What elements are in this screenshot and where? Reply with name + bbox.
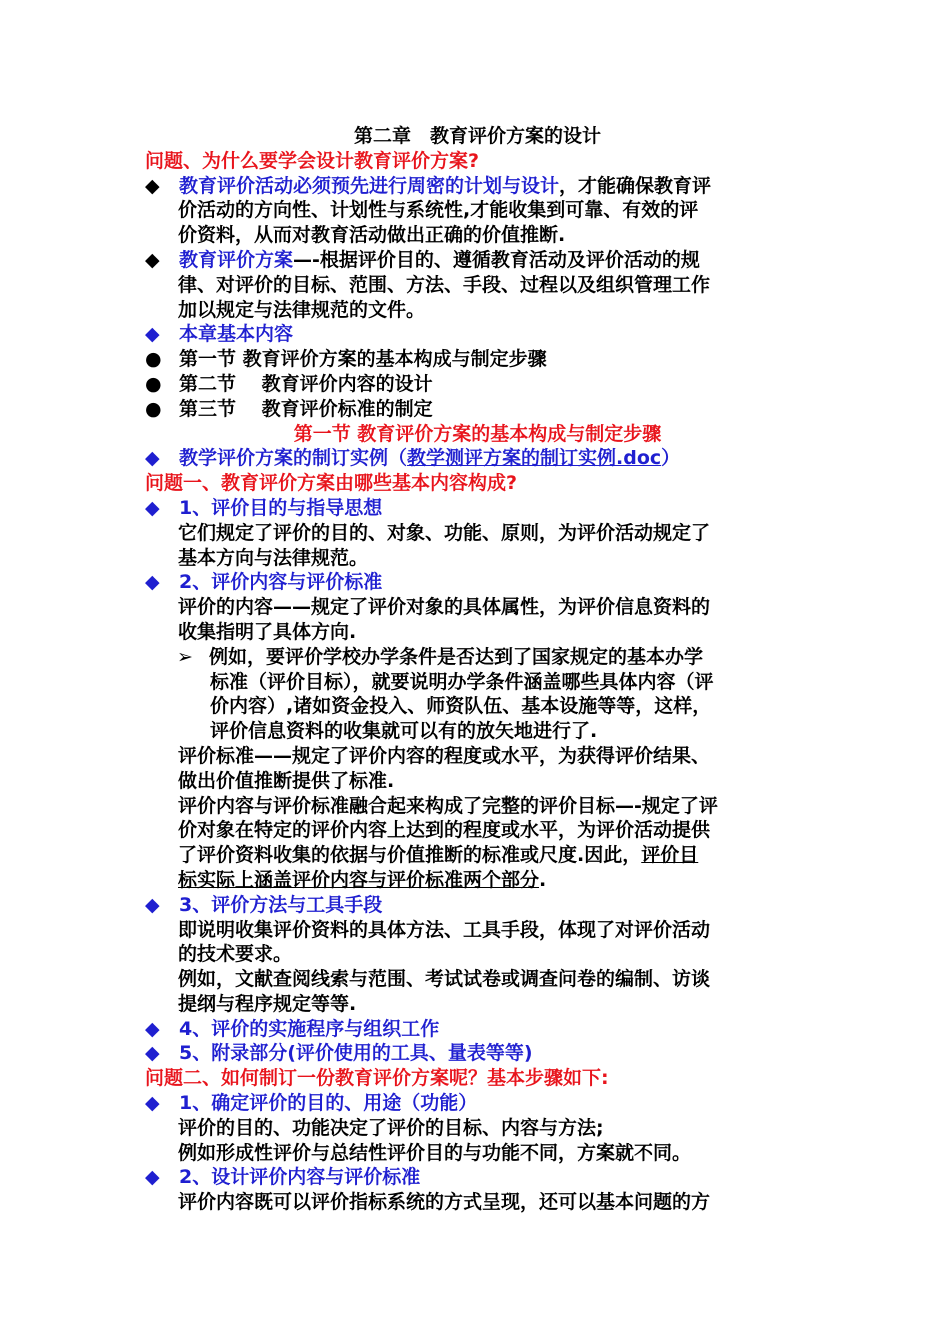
section-heading-text: 5、附录部分(评价使用的工具、量表等等): [179, 1042, 533, 1065]
paragraph-continuation: 价资料，从而对教育活动做出正确的价值推断.: [178, 224, 566, 247]
diamond-bullet-icon: ◆: [145, 1092, 160, 1115]
paragraph-text: 例如，文献查阅线索与范围、考试试卷或调查问卷的编制、访谈: [178, 968, 711, 991]
dot-bullet-icon: ●: [145, 372, 162, 395]
document-page: [145, 124, 810, 1215]
section-heading-text: 本章基本内容: [179, 323, 294, 346]
toc-item: [145, 372, 810, 397]
section-heading: [145, 1165, 810, 1190]
example-text: 价内容）,诸如资金投入、师资队伍、基本设施等等，这样，: [210, 695, 712, 718]
diamond-bullet-icon: ◆: [145, 1166, 160, 1189]
paragraph-text: 即说明收集评价资料的具体方法、工具手段，体现了对评价活动: [178, 918, 711, 941]
example-text: 标准（评价目标），就要说明办学条件涵盖哪些具体内容（评: [210, 670, 714, 693]
underlined-text: 评价目: [641, 844, 699, 867]
toc-item: [145, 347, 810, 372]
text-line: [145, 645, 810, 670]
paragraph-text: 了评价资料收集的依据与价值推断的标准或尺度.因此，: [178, 844, 642, 867]
paragraph-text: 的技术要求。: [178, 943, 293, 966]
paragraph-text: 基本方向与法律规范。: [178, 546, 369, 569]
toc-item-text: 第二节 教育评价内容的设计: [179, 372, 433, 395]
section-heading: [145, 1091, 810, 1116]
paragraph-text: —-根据评价目的、遵循教育活动及评价活动的规: [293, 248, 700, 271]
underlined-text: 标实际上涵盖评价内容与评价标准两个部分: [178, 868, 540, 891]
text-line: [145, 843, 810, 868]
diamond-bullet-icon: ◆: [145, 447, 160, 470]
text-line: [145, 868, 810, 893]
section-title: 第一节 教育评价方案的基本构成与制定步骤: [293, 422, 662, 445]
question-heading: 问题一、教育评价方案由哪些基本内容构成?: [145, 472, 518, 495]
toc-item: [145, 397, 810, 422]
section-heading-text: 1、确定评价的目的、用途（功能）: [179, 1092, 478, 1115]
section-heading: [145, 570, 810, 595]
diamond-bullet-icon: ◆: [145, 1017, 160, 1040]
diamond-bullet-icon: ◆: [145, 174, 160, 197]
paragraph-text: .: [539, 868, 547, 891]
text-line: [145, 174, 810, 199]
paragraph-text: 提纲与程序规定等等.: [178, 992, 357, 1015]
diamond-bullet-icon: ◆: [145, 496, 160, 519]
section-heading-text: 2、设计评价内容与评价标准: [179, 1166, 421, 1189]
example-text: 例如，要评价学校办学条件是否达到了国家规定的基本办学: [209, 645, 704, 668]
text-line: [145, 446, 810, 471]
diamond-bullet-icon: ◆: [145, 248, 160, 271]
section-heading-text: 教学评价方案的制订实例（: [179, 447, 408, 470]
section-heading: [145, 1017, 810, 1042]
paragraph-text: ，才能确保教育评: [559, 174, 712, 197]
example-text: 评价信息资料的收集就可以有的放矢地进行了.: [210, 720, 598, 743]
section-heading: [145, 893, 810, 918]
paragraph-text: 它们规定了评价的目的、对象、功能、原则，为评价活动规定了: [178, 521, 711, 544]
paragraph-text: 评价的目的、功能决定了评价的目标、内容与方法;: [178, 1116, 604, 1139]
question-heading: 问题、为什么要学会设计教育评价方案?: [145, 149, 480, 172]
chapter-title: 第二章 教育评价方案的设计: [353, 125, 601, 147]
paragraph-text: 收集指明了具体方向.: [178, 620, 357, 643]
diamond-bullet-icon: ◆: [145, 571, 160, 594]
diamond-bullet-icon: ◆: [145, 893, 160, 916]
paragraph-continuation: 价活动的方向性、计划性与系统性,才能收集到可靠、有效的评: [178, 199, 699, 222]
diamond-bullet-icon: ◆: [145, 323, 160, 346]
diamond-bullet-icon: ◆: [145, 1042, 160, 1065]
paragraph-text: 价对象在特定的评价内容上达到的程度或水平，为评价活动提供: [178, 819, 711, 842]
paragraph-text: 评价标准——规定了评价内容的程度或水平，为获得评价结果、: [178, 744, 711, 767]
section-heading-text: ）: [661, 447, 681, 470]
section-heading-text: 1、评价目的与指导思想: [179, 496, 383, 519]
paragraph-continuation: 加以规定与法律规范的文件。: [178, 298, 426, 321]
section-heading-text: 3、评价方法与工具手段: [179, 893, 383, 916]
section-heading: [145, 322, 810, 347]
section-heading: [145, 496, 810, 521]
dot-bullet-icon: ●: [145, 397, 162, 420]
dot-bullet-icon: ●: [145, 348, 162, 371]
section-heading-text: 4、评价的实施程序与组织工作: [179, 1017, 440, 1040]
paragraph-text: 例如形成性评价与总结性评价目的与功能不同，方案就不同。: [178, 1141, 692, 1164]
section-heading: [145, 1041, 810, 1066]
paragraph-text: 评价内容既可以评价指标系统的方式呈现，还可以基本问题的方: [178, 1191, 711, 1214]
section-heading-text: 2、评价内容与评价标准: [179, 571, 383, 594]
arrow-bullet-icon: ➢: [177, 645, 193, 668]
highlight-term: 教育评价活动必须预先进行周密的计划与设计: [179, 174, 560, 197]
paragraph-text: 评价的内容——规定了评价对象的具体属性，为评价信息资料的: [178, 596, 711, 619]
doc-link[interactable]: 教学测评方案的制订实例.doc: [407, 447, 662, 470]
question-heading: 问题二、如何制订一份教育评价方案呢？基本步骤如下:: [145, 1067, 609, 1090]
toc-item-text: 第三节 教育评价标准的制定: [179, 397, 433, 420]
paragraph-text: 做出价值推断提供了标准.: [178, 769, 395, 792]
toc-item-text: 第一节 教育评价方案的基本构成与制定步骤: [179, 348, 547, 371]
paragraph-continuation: 律、对评价的目标、范围、方法、手段、过程以及组织管理工作: [178, 273, 711, 296]
text-line: [145, 248, 810, 273]
highlight-term: 教育评价方案: [179, 248, 294, 271]
paragraph-text: 评价内容与评价标准融合起来构成了完整的评价目标—-规定了评: [178, 794, 718, 817]
document-body: [145, 149, 810, 1215]
